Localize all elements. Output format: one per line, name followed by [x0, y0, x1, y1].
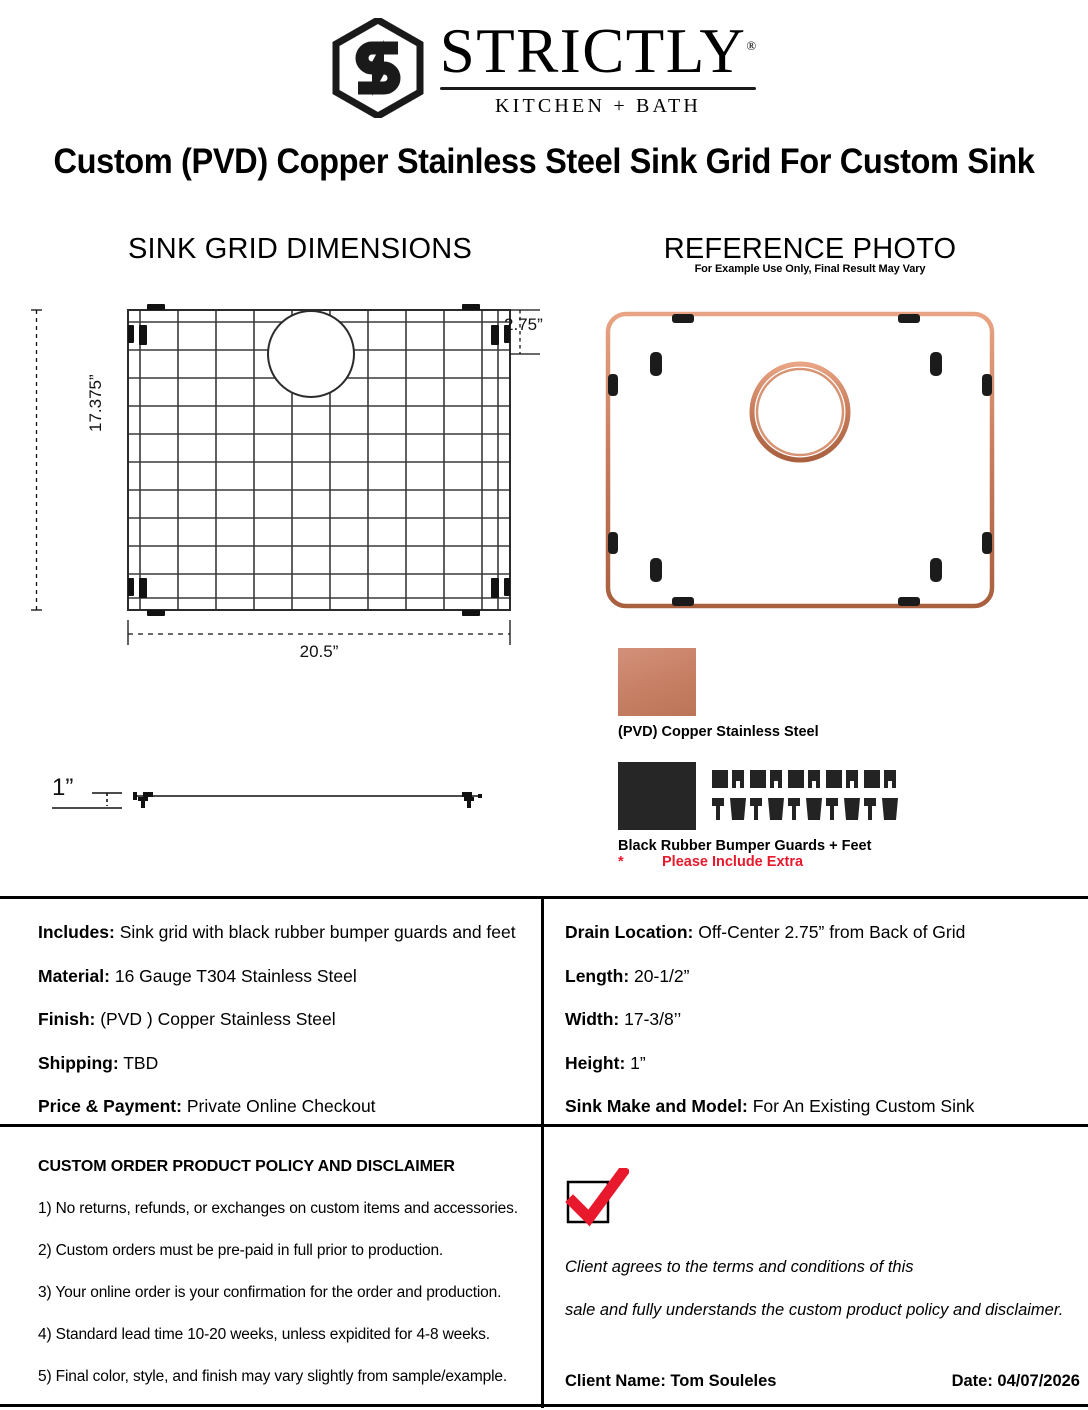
copper-swatch-caption: (PVD) Copper Stainless Steel — [618, 724, 819, 740]
table-divider-top — [0, 896, 1088, 899]
bumper-pieces-svg — [710, 766, 910, 824]
spec-key: Length: — [565, 965, 630, 986]
spec-row-length — [565, 966, 1065, 987]
dimension-label-height: 17.375” — [86, 374, 105, 432]
spec-value: Private Online Checkout — [186, 1096, 376, 1116]
include-extra-text: Please Include Extra — [662, 854, 804, 870]
spec-row-material — [38, 966, 528, 987]
side-elevation-view — [30, 760, 540, 830]
spec-value: Sink grid with black rubber bumper guards and feet — [119, 922, 516, 942]
spec-key: Height: — [565, 1052, 626, 1073]
copper-grid-photo-svg — [600, 300, 1000, 620]
side-view-svg — [30, 760, 540, 830]
spec-value: (PVD ) Copper Stainless Steel — [100, 1009, 336, 1029]
spec-value: Off-Center 2.75” from Back of Grid — [698, 922, 966, 942]
policy-item-2: 2) Custom orders must be pre-paid in full prior to production. — [38, 1242, 444, 1259]
registered-mark: ® — [746, 38, 757, 53]
asterisk-icon: * — [618, 854, 624, 870]
spec-key: Shipping: — [38, 1052, 119, 1073]
spec-value: For An Existing Custom Sink — [752, 1096, 975, 1116]
spec-key: Material: — [38, 965, 110, 986]
spec-row-price-payment — [38, 1096, 528, 1117]
policy-column-divider — [541, 1124, 544, 1408]
spec-value: 20-1/2” — [634, 965, 690, 986]
include-extra-note — [618, 854, 871, 870]
policy-item-1: 1) No returns, refunds, or exchanges on custom items and accessories. — [38, 1200, 518, 1217]
rubber-bumper-pieces-image — [710, 766, 910, 824]
agreement-date: Date: 04/07/2026 — [951, 1372, 1080, 1390]
red-checkmark-icon[interactable] — [565, 1168, 629, 1232]
black-swatch-caption: Black Rubber Bumper Guards + Feet — [618, 838, 872, 854]
spec-key: Sink Make and Model: — [565, 1096, 748, 1116]
reference-photo-heading: REFERENCE PHOTO — [663, 233, 957, 265]
logo-divider — [440, 87, 757, 90]
brand-wordmark — [439, 16, 757, 86]
spec-key: Price & Payment: — [38, 1096, 182, 1116]
brand-tagline: KITCHEN + BATH — [494, 94, 702, 117]
reference-photo-subheading: For Example Use Only, Final Result May Vary — [694, 263, 926, 275]
specs-column-divider — [541, 896, 544, 1124]
spec-key: Drain Location: — [565, 922, 694, 942]
specs-left-column — [38, 922, 528, 1140]
copper-color-swatch — [618, 648, 696, 716]
spec-row-width — [565, 1009, 1065, 1030]
spec-value: TBD — [123, 1052, 159, 1073]
dimension-label-side-height: 1” — [52, 774, 74, 801]
signature-row — [565, 1372, 1080, 1391]
policy-title: CUSTOM ORDER PRODUCT POLICY AND DISCLAIMER — [38, 1158, 455, 1175]
sink-grid-technical-drawing — [0, 290, 560, 680]
dimension-label-width: 20.5” — [299, 642, 339, 661]
spec-row-sink-make-model — [565, 1096, 1065, 1117]
agreement-line-2: sale and fully understands the custom product policy and disclaimer. — [565, 1301, 1064, 1319]
grid-drawing-svg — [0, 290, 560, 680]
agreement-text — [565, 1258, 1085, 1344]
spec-row-height — [565, 1053, 1065, 1074]
spec-row-finish — [38, 1009, 528, 1030]
policy-item-5: 5) Final color, style, and finish may vary slightly from sample/example. — [38, 1368, 508, 1385]
policy-item-4: 4) Standard lead time 10-20 weeks, unless expidited for 4-8 weeks. — [38, 1326, 490, 1343]
spec-key: Includes: — [38, 922, 115, 942]
client-name: Client Name: Tom Souleles — [565, 1372, 777, 1390]
hexagon-s-logo-icon — [332, 18, 424, 118]
copper-swatch-block — [618, 648, 819, 740]
spec-value: 1” — [630, 1052, 646, 1073]
agreement-line-1: Client agrees to the terms and conditions of this — [565, 1258, 914, 1276]
policy-item-3: 3) Your online order is your confirmation for the order and production. — [38, 1284, 502, 1301]
spec-value: 17-3/8’’ — [624, 1009, 682, 1029]
brand-name: STRICTLY — [439, 16, 747, 86]
drain-hole — [268, 311, 354, 397]
reference-photo-image — [600, 300, 1000, 620]
dimensions-heading: SINK GRID DIMENSIONS — [128, 233, 472, 265]
page-title: Custom (PVD) Copper Stainless Steel Sink Grid For Custom Sink — [53, 142, 1035, 181]
spec-row-includes — [38, 922, 528, 943]
specs-right-column — [565, 922, 1065, 1140]
spec-value: 16 Gauge T304 Stainless Steel — [114, 965, 357, 986]
spec-key: Finish: — [38, 1009, 96, 1029]
dimension-label-drain-offset: 2.75” — [504, 315, 543, 334]
spec-key: Width: — [565, 1009, 620, 1029]
agreement-checkbox[interactable] — [565, 1168, 629, 1232]
policy-section — [38, 1158, 533, 1410]
brand-header — [0, 18, 1088, 123]
spec-row-drain-location — [565, 922, 1065, 943]
spec-row-shipping — [38, 1053, 528, 1074]
black-color-swatch — [618, 762, 696, 830]
